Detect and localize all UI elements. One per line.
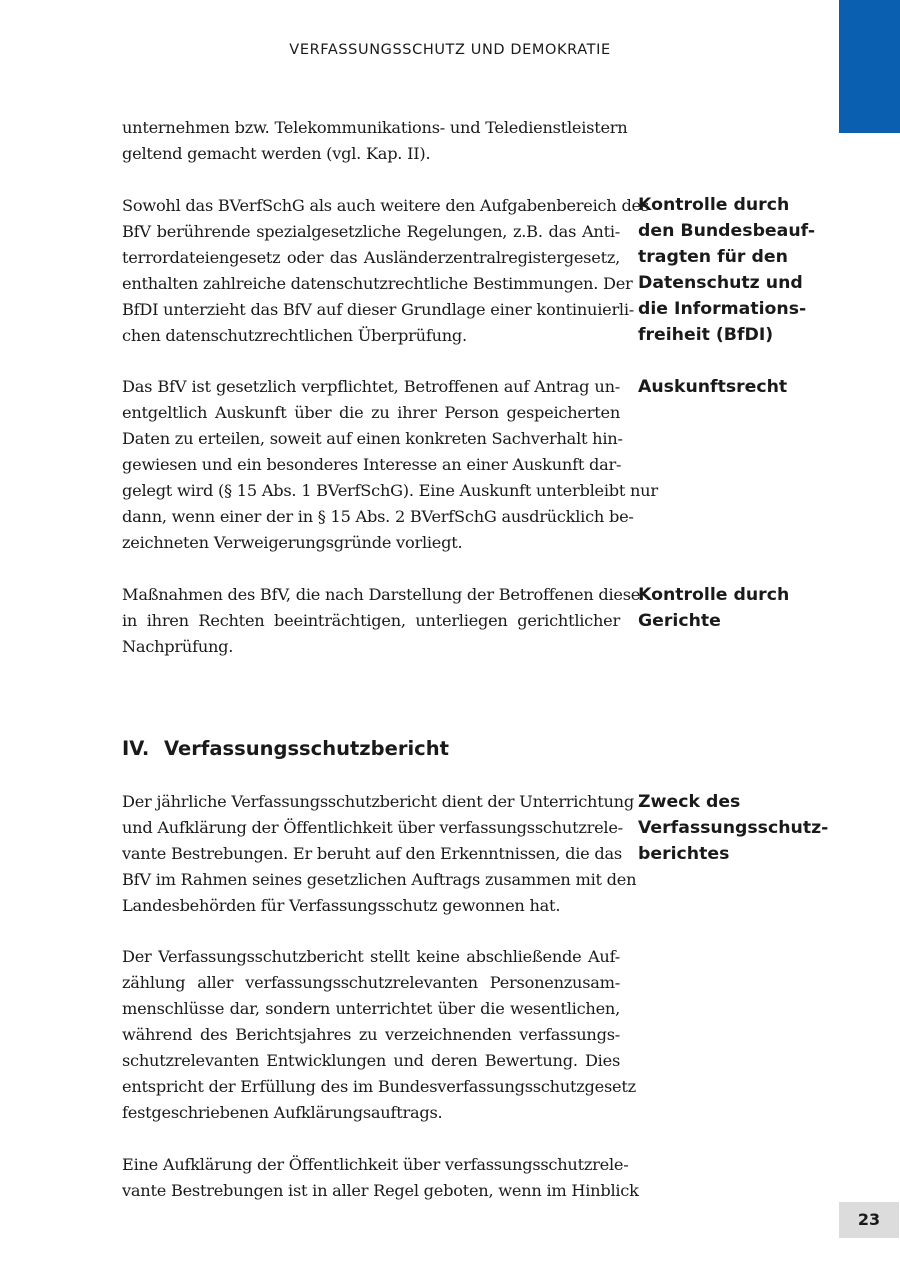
body-paragraph	[122, 944, 636, 1126]
margin-note-line: Kontrolle durch	[638, 585, 790, 605]
text-line: zählung aller verfassungsschutzrelevanten Personenzusam-	[122, 973, 620, 992]
text-line: in ihren Rechten beeinträchtigen, unterliegen gerichtlicher	[122, 611, 620, 630]
text-line: während des Berichtsjahres zu verzeichnenden verfassungs-	[122, 1025, 620, 1044]
text-line: und Aufklärung der Öffentlichkeit über verfassungsschutzrele-	[122, 818, 623, 837]
text-line: chen datenschutzrechtlichen Überprüfung.	[122, 326, 467, 345]
text-line: Landesbehörden für Verfassungsschutz gewonnen hat.	[122, 896, 561, 915]
text-line: enthalten zahlreiche datenschutzrechtliche Bestimmungen. Der	[122, 274, 633, 293]
text-line: vante Bestrebungen ist in aller Regel geboten, wenn im Hinblick	[122, 1181, 639, 1200]
margin-note-line: die Informations-	[638, 299, 807, 319]
body-paragraph	[122, 789, 637, 919]
running-header: VERFASSUNGSSCHUTZ UND DEMOKRATIE	[289, 42, 611, 58]
text-line: terrordateiengesetz oder das Ausländerzentralregistergesetz,	[122, 248, 620, 267]
text-line: unternehmen bzw. Telekommunikations- und Teledienstleistern	[122, 118, 628, 137]
text-line: gewiesen und ein besonderes Interesse an einer Auskunft dar-	[122, 455, 622, 474]
text-line: Das BfV ist gesetzlich verpflichtet, Betroffenen auf Antrag un-	[122, 377, 620, 396]
body-paragraph	[122, 115, 628, 167]
body-paragraph	[122, 582, 641, 660]
text-line: Sowohl das BVerfSchG als auch weitere den Aufgabenbereich des	[122, 196, 649, 215]
margin-note-line: freiheit (BfDI)	[638, 325, 774, 345]
page-number: 23	[839, 1202, 899, 1238]
body-paragraph	[122, 193, 649, 349]
text-line: geltend gemacht werden (vgl. Kap. II).	[122, 144, 431, 163]
text-line: schutzrelevanten Entwicklungen und deren Bewertung. Dies	[122, 1051, 620, 1070]
margin-note-line: berichtes	[638, 844, 730, 864]
margin-note	[638, 192, 838, 348]
margin-note-line: den Bundesbeauf-	[638, 221, 816, 241]
margin-note	[638, 374, 838, 400]
text-line: festgeschriebenen Aufklärungsauftrags.	[122, 1103, 443, 1122]
section-number: IV.	[122, 737, 150, 760]
text-line: Maßnahmen des BfV, die nach Darstellung der Betroffenen diese	[122, 585, 641, 604]
text-line: dann, wenn einer der in § 15 Abs. 2 BVerfSchG ausdrücklich be-	[122, 507, 634, 526]
margin-note-line: Auskunftsrecht	[638, 377, 788, 397]
section-heading	[122, 736, 449, 762]
text-line: entspricht der Erfüllung des im Bundesverfassungsschutzgesetz	[122, 1077, 636, 1096]
text-line: menschlüsse dar, sondern unterrichtet über die wesentlichen,	[122, 999, 620, 1018]
text-line: gelegt wird (§ 15 Abs. 1 BVerfSchG). Eine Auskunft unterbleibt nur	[122, 481, 658, 500]
margin-note-line: Kontrolle durch	[638, 195, 790, 215]
margin-note-line: Gerichte	[638, 611, 721, 631]
text-line: Der jährliche Verfassungsschutzbericht dient der Unterrichtung	[122, 792, 634, 811]
margin-note-line: Verfassungsschutz-	[638, 818, 829, 838]
text-line: Nachprüfung.	[122, 637, 234, 656]
text-line: BfV berührende spezialgesetzliche Regelungen, z.B. das Anti-	[122, 222, 620, 241]
text-line: Der Verfassungsschutzbericht stellt keine abschließende Auf-	[122, 947, 620, 966]
body-paragraph	[122, 374, 658, 556]
section-title: Verfassungsschutzbericht	[164, 737, 449, 760]
chapter-tab-marker	[839, 0, 900, 133]
text-line: vante Bestrebungen. Er beruht auf den Erkenntnissen, die das	[122, 844, 622, 863]
margin-note-line: Zweck des	[638, 792, 741, 812]
margin-note-line: tragten für den	[638, 247, 788, 267]
margin-note	[638, 582, 838, 634]
margin-note	[638, 789, 838, 867]
text-line: BfDI unterzieht das BfV auf dieser Grundlage einer kontinuierli-	[122, 300, 635, 319]
text-line: zeichneten Verweigerungsgründe vorliegt.	[122, 533, 463, 552]
margin-note-line: Datenschutz und	[638, 273, 803, 293]
text-line: BfV im Rahmen seines gesetzlichen Auftrags zusammen mit den	[122, 870, 637, 889]
text-line: Eine Aufklärung der Öffentlichkeit über verfassungsschutzrele-	[122, 1155, 629, 1174]
body-paragraph	[122, 1152, 639, 1204]
text-line: entgeltlich Auskunft über die zu ihrer Person gespeicherten	[122, 403, 620, 422]
text-line: Daten zu erteilen, soweit auf einen konkreten Sachverhalt hin-	[122, 429, 623, 448]
